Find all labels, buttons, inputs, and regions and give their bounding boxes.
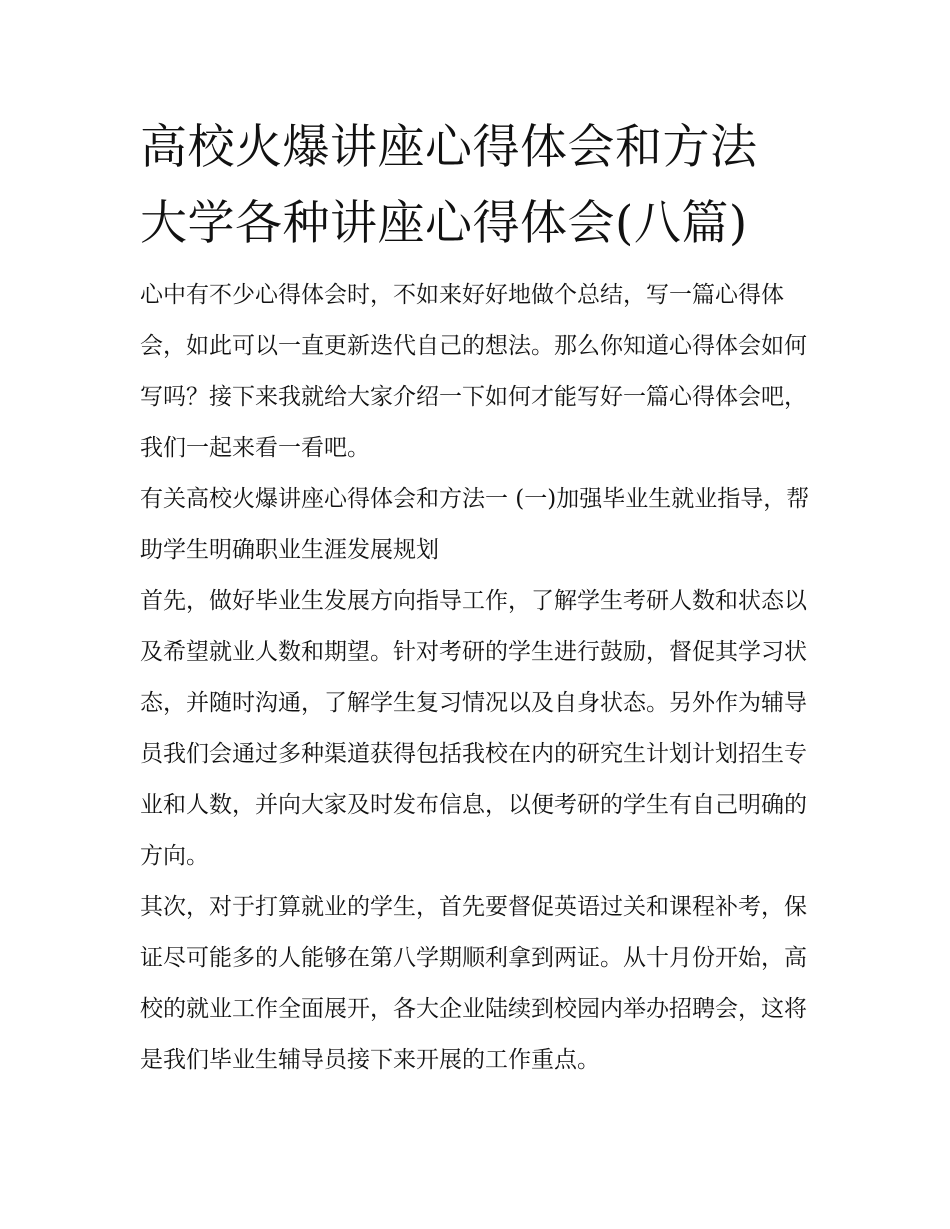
document-title xyxy=(140,110,815,262)
title-spacer xyxy=(140,262,815,270)
title-line-1: 高校火爆讲座心得体会和方法 xyxy=(140,120,758,175)
document-content xyxy=(140,110,815,1086)
title-line-2: 大学各种讲座心得体会(八篇) xyxy=(140,196,748,251)
second-point-paragraph: 其次，对于打算就业的学生，首先要督促英语过关和课程补考，保证尽可能多的人能够在第八学期顺利拿到两证。从十月份开始，高校的就业工作全面展开，各大企业陆续到校园内举办招聘会，这将是我们毕业生辅导员接下来开展的工作重点。 xyxy=(140,894,807,1073)
section-heading-paragraph: 有关高校火爆讲座心得体会和方法一 (一)加强毕业生就业指导，帮助学生明确职业生涯发展规划 xyxy=(140,486,810,563)
intro-paragraph: 心中有不少心得体会时，不如来好好地做个总结，写一篇心得体会，如此可以一直更新迭代自己的想法。那么你知道心得体会如何写吗？接下来我就给大家介绍一下如何才能写好一篇心得体会吧，我们一起来看一看吧。 xyxy=(140,282,807,461)
first-point-paragraph: 首先，做好毕业生发展方向指导工作，了解学生考研人数和状态以及希望就业人数和期望。针对考研的学生进行鼓励，督促其学习状态，并随时沟通，了解学生复习情况以及自身状态。另外作为辅导员我们会通过多种渠道获得包括我校在内的研究生计划计划招生专业和人数，并向大家及时发布信息，以便考研的学生有自己明确的方向。 xyxy=(140,588,807,869)
